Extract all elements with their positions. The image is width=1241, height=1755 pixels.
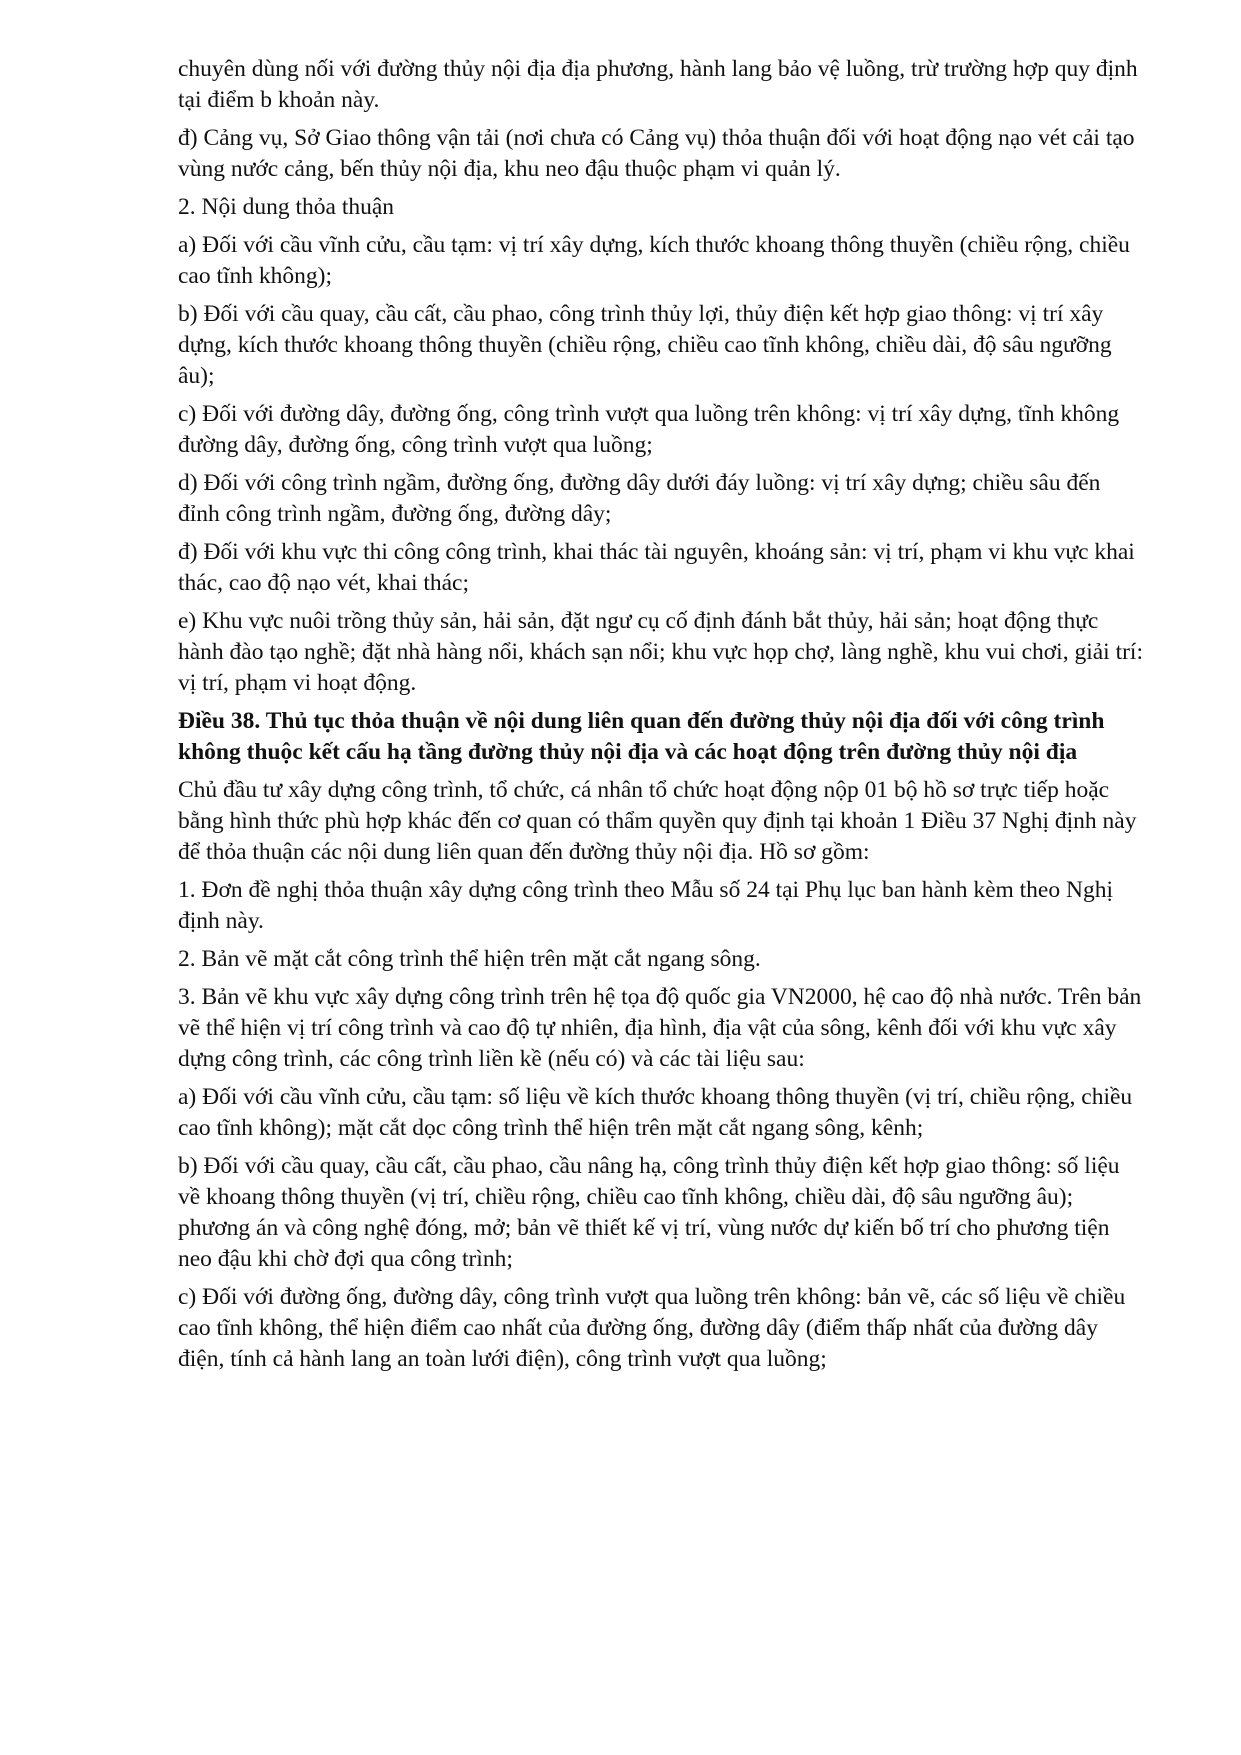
paragraph-item-c: c) Đối với đường dây, đường ống, công trình vượt qua luồng trên không: vị trí xây dựng, tĩnh không đường dây, đường ống, công trình vượt qua luồng; xyxy=(178,401,1120,458)
article-38-heading: Điều 38. Thủ tục thỏa thuận về nội dung liên quan đến đường thủy nội địa đối với công trình không thuộc kết cấu hạ tầng đường thủy nội địa và các hoạt động trên đường thủy nội địa xyxy=(178,708,1105,765)
paragraph-item-dd: đ) Đối với khu vực thi công công trình, khai thác tài nguyên, khoáng sản: vị trí, phạm vi khu vực khai thác, cao độ nạo vét, khai thác; xyxy=(178,539,1135,596)
paragraph-continuation: chuyên dùng nối với đường thủy nội địa địa phương, hành lang bảo vệ luồng, trừ trường hợp quy định tại điểm b khoản này. xyxy=(178,56,1138,113)
article-item-3c: c) Đối với đường ống, đường dây, công trình vượt qua luồng trên không: bản vẽ, các số liệu về chiều cao tĩnh không, thể hiện điểm cao nhất của đường ống, đường dây (điểm thấp nhất của đường dây điện, tính cả hành lang an toàn lưới điện), công trình vượt qua luồng; xyxy=(178,1284,1126,1372)
paragraph-item-b: b) Đối với cầu quay, cầu cất, cầu phao, công trình thủy lợi, thủy điện kết hợp giao thông: vị trí xây dựng, kích thước khoang thông thuyền (chiều rộng, chiều cao tĩnh không, chiều dài, độ sâu ngưỡng âu); xyxy=(178,301,1112,389)
article-item-2: 2. Bản vẽ mặt cắt công trình thể hiện trên mặt cắt ngang sông. xyxy=(178,946,761,972)
paragraph-item-a: a) Đối với cầu vĩnh cửu, cầu tạm: vị trí xây dựng, kích thước khoang thông thuyền (chiều rộng, chiều cao tĩnh không); xyxy=(178,232,1130,289)
article-item-3: 3. Bản vẽ khu vực xây dựng công trình trên hệ tọa độ quốc gia VN2000, hệ cao độ nhà nước. Trên bản vẽ thể hiện vị trí công trình và cao độ tự nhiên, địa hình, địa vật của sông, kênh đối với khu vực xây dựng công trình, các công trình liền kề (nếu có) và các tài liệu sau: xyxy=(178,984,1142,1072)
document-page xyxy=(178,54,1146,1382)
article-item-1: 1. Đơn đề nghị thỏa thuận xây dựng công trình theo Mẫu số 24 tại Phụ lục ban hành kèm theo Nghị định này. xyxy=(178,877,1113,934)
article-item-3a: a) Đối với cầu vĩnh cửu, cầu tạm: số liệu về kích thước khoang thông thuyền (vị trí, chiều rộng, chiều cao tĩnh không); mặt cắt dọc công trình thể hiện trên mặt cắt ngang sông, kênh; xyxy=(178,1084,1133,1141)
paragraph-item-e: e) Khu vực nuôi trồng thủy sản, hải sản, đặt ngư cụ cố định đánh bắt thủy, hải sản; hoạt động thực hành đào tạo nghề; đặt nhà hàng nổi, khách sạn nổi; khu vực họp chợ, làng nghề, khu vui chơi, giải trí: vị trí, phạm vi hoạt động. xyxy=(178,608,1143,696)
paragraph-section-2: 2. Nội dung thỏa thuận xyxy=(178,194,395,220)
paragraph-item-d: d) Đối với công trình ngầm, đường ống, đường dây dưới đáy luồng: vị trí xây dựng; chiều sâu đến đỉnh công trình ngầm, đường ống, đường dây; xyxy=(178,470,1101,527)
article-item-3b: b) Đối với cầu quay, cầu cất, cầu phao, cầu nâng hạ, công trình thủy điện kết hợp giao thông: số liệu về khoang thông thuyền (vị trí, chiều rộng, chiều cao tĩnh không, chiều dài, độ sâu ngưỡng âu); phương án và công nghệ đóng, mở; bản vẽ thiết kế vị trí, vùng nước dự kiến bố trí cho phương tiện neo đậu khi chờ đợi qua công trình; xyxy=(178,1153,1120,1272)
article-intro-paragraph: Chủ đầu tư xây dựng công trình, tổ chức, cá nhân tổ chức hoạt động nộp 01 bộ hồ sơ trực tiếp hoặc bằng hình thức phù hợp khác đến cơ quan có thẩm quyền quy định tại khoản 1 Điều 37 Nghị định này để thỏa thuận các nội dung liên quan đến đường thủy nội địa. Hồ sơ gồm: xyxy=(178,777,1137,865)
paragraph-item-dd-port-authority: đ) Cảng vụ, Sở Giao thông vận tải (nơi chưa có Cảng vụ) thỏa thuận đối với hoạt động nạo vét cải tạo vùng nước cảng, bến thủy nội địa, khu neo đậu thuộc phạm vi quản lý. xyxy=(178,125,1135,182)
